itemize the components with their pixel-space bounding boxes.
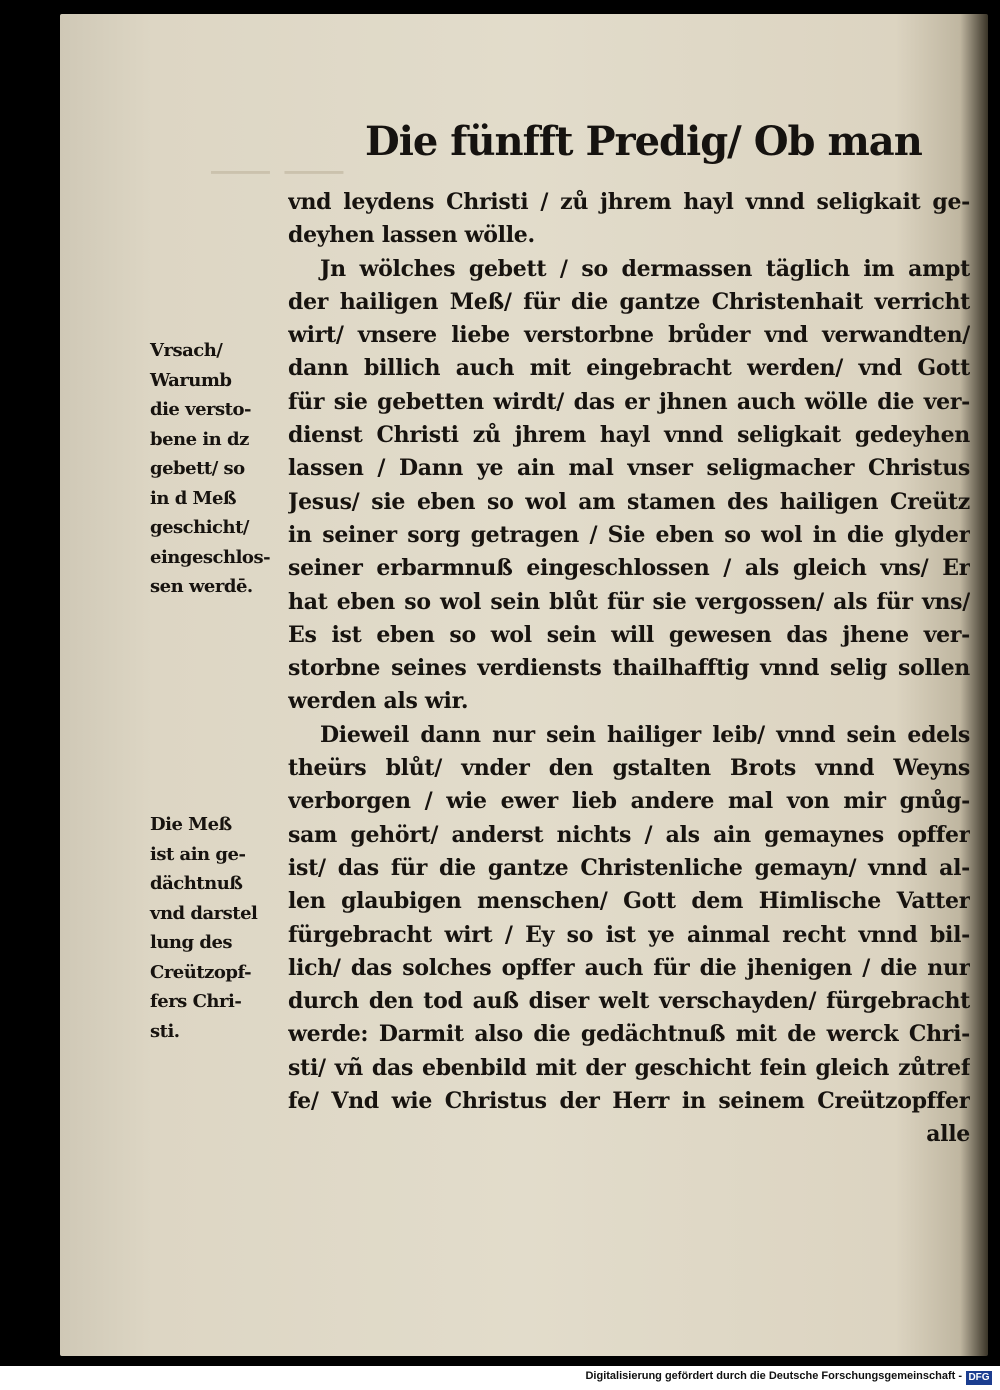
text-line: dienst Christi zů jhrem hayl vnnd seligkait gedeyhen bbox=[288, 422, 970, 449]
running-title: Die fünfft Predig/ Ob man bbox=[365, 118, 922, 165]
text-line: wirt/ vnsere liebe verstorbne brůder vnd verwandten/ bbox=[288, 322, 970, 349]
text-line: fürgebracht wirt / Ey so ist ye ainmal recht vnnd bil- bbox=[288, 921, 970, 948]
margin-note-line: in d Meß bbox=[150, 487, 237, 509]
margin-note-line: gebett/ so bbox=[150, 458, 245, 479]
margin-note-line: Warumb bbox=[150, 369, 232, 391]
margin-note-line: eingeschlos- bbox=[150, 546, 271, 568]
text-line: für sie gebetten wirdt/ das er jhnen auch wölle die ver- bbox=[288, 388, 970, 415]
margin-note-line: lung des bbox=[150, 932, 233, 953]
margin-note-mass bbox=[150, 810, 286, 1046]
margin-note-line: Creützopf- bbox=[150, 961, 252, 983]
text-line: lich/ das solches opffer auch für die jhenigen / die nur bbox=[288, 954, 970, 981]
text-line: Es ist eben so wol sein will gewesen das jhene ver- bbox=[288, 621, 970, 648]
margin-note-line: fers Chri- bbox=[150, 991, 242, 1012]
text-line: vnd leydens Christi / zů jhrem hayl vnnd seligkait ge- bbox=[288, 189, 970, 215]
text-line: der hailigen Meß/ für die gantze Christenhait verricht bbox=[288, 288, 970, 315]
text-line: alle bbox=[926, 1121, 970, 1148]
text-line: werden als wir. bbox=[288, 688, 469, 715]
footer-bar bbox=[0, 1366, 1000, 1390]
text-line: Jn wölches gebett / so dermassen täglich im ampt bbox=[320, 255, 970, 282]
text-line: Dieweil dann nur sein hailiger leib/ vnnd sein edels bbox=[320, 721, 970, 748]
text-line: fe/ Vnd wie Christus der Herr in seinem Creützopffer bbox=[288, 1088, 970, 1115]
dfg-logo: DFG bbox=[966, 1371, 992, 1385]
margin-note-line: geschicht/ bbox=[150, 517, 249, 538]
text-line: dann billich auch mit eingebracht werden/ vnd Gott bbox=[288, 355, 970, 382]
text-line: storbne seines verdiensts thailhafftig vnnd selig sollen bbox=[288, 655, 970, 682]
text-line: werde: Darmit also die gedächtnuß mit de werck Chri- bbox=[288, 1021, 970, 1048]
margin-note-reason bbox=[150, 336, 286, 602]
margin-note-line: sti. bbox=[150, 1020, 180, 1042]
margin-note-line: Die Meß bbox=[150, 814, 232, 835]
text-line: len glaubigen menschen/ Gott dem Himlische Vatter bbox=[288, 888, 970, 915]
body-text bbox=[288, 186, 970, 1152]
text-line: sti/ vñ das ebenbild mit der geschicht fein gleich zůtref bbox=[288, 1054, 970, 1081]
margin-note-line: bene in dz bbox=[150, 428, 249, 450]
margin-note-line: Vrsach/ bbox=[150, 340, 223, 361]
text-line: lassen / Dann ye ain mal vnser seligmacher Christus bbox=[288, 455, 970, 482]
margin-note-line: ist ain ge- bbox=[150, 843, 246, 865]
text-line: sam gehört/ anderst nichts / als ain gemaynes opffer bbox=[288, 821, 970, 848]
text-line: in seiner sorg getragen / Sie eben so wol in die glyder bbox=[288, 521, 970, 548]
margin-note-line: dächtnuß bbox=[150, 873, 243, 894]
funding-credit: Digitalisierung gefördert durch die Deutsche Forschungsgemeinschaft - bbox=[585, 1370, 962, 1382]
text-line: verborgen / wie ewer lieb andere mal von mir gnůg- bbox=[288, 788, 970, 815]
text-line: durch den tod auß diser welt verschayden/ fürgebracht bbox=[288, 988, 970, 1015]
text-line: Jesus/ sie eben so wol am stamen des hailigen Creütz bbox=[288, 488, 970, 515]
text-line: ist/ das für die gantze Christenliche gemayn/ vnnd al- bbox=[288, 854, 970, 881]
text-line: deyhen lassen wölle. bbox=[288, 222, 535, 249]
text-line: seiner erbarmnuß eingeschlossen / als gleich vns/ Er bbox=[288, 555, 970, 582]
margin-note-line: die versto- bbox=[150, 399, 251, 420]
margin-note-line: sen werdē. bbox=[150, 576, 253, 597]
show-through-text: ⸺ ⸺ bbox=[210, 149, 345, 191]
text-line: hat eben so wol sein blůt für sie vergossen/ als für vns/ bbox=[288, 588, 970, 615]
margin-note-line: vnd darstel bbox=[150, 902, 258, 924]
text-line: theürs blůt/ vnder den gstalten Brots vnnd Weyns bbox=[288, 755, 970, 782]
